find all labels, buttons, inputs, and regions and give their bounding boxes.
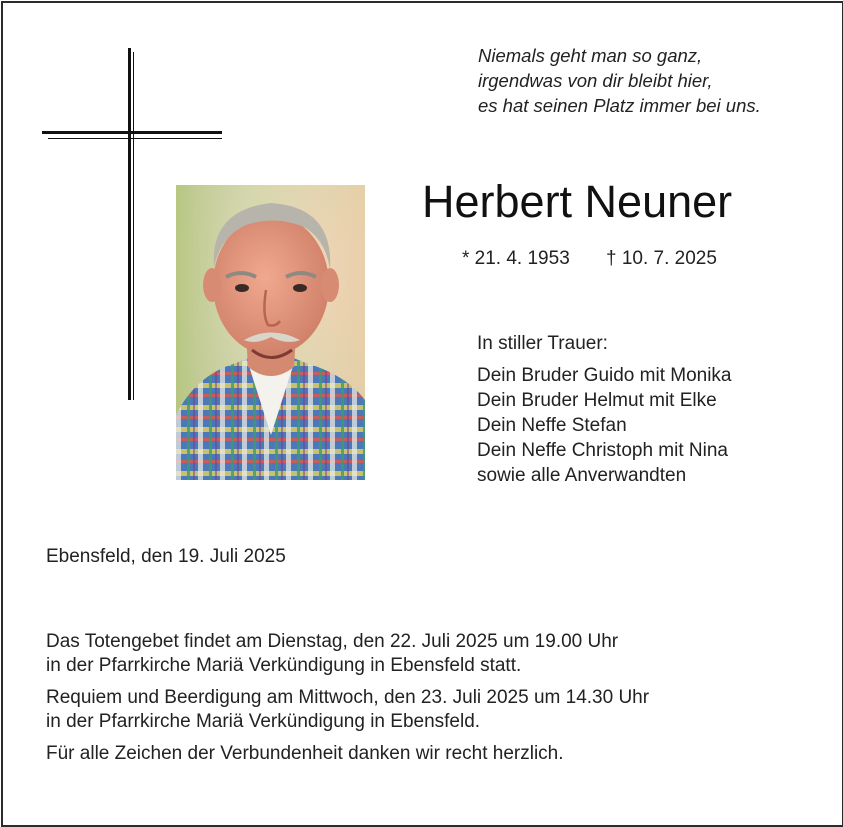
service-line: in der Pfarrkirche Mariä Verkündigung in Ebensfeld.: [46, 711, 481, 732]
mourner-line: Dein Bruder Helmut mit Elke: [477, 390, 717, 411]
portrait-photo: [176, 185, 365, 480]
death-date: † 10. 7. 2025: [606, 248, 717, 269]
service-line: Requiem und Beerdigung am Mittwoch, den 23. Juli 2025 um 14.30 Uhr: [46, 687, 650, 708]
poem-line: Niemals geht man so ganz,: [478, 45, 703, 66]
poem-line: es hat seinen Platz immer bei uns.: [478, 95, 761, 116]
place-and-date: Ebensfeld, den 19. Juli 2025: [46, 546, 286, 567]
birth-date: * 21. 4. 1953: [462, 248, 570, 269]
mourner-line: Dein Bruder Guido mit Monika: [477, 365, 732, 386]
service-paragraph: [46, 686, 649, 734]
poem-line: irgendwas von dir bleibt hier,: [478, 70, 713, 91]
mourners-heading: In stiller Trauer:: [477, 333, 608, 354]
service-line: Für alle Zeichen der Verbundenheit danken wir recht herzlich.: [46, 743, 564, 764]
service-line: in der Pfarrkirche Mariä Verkündigung in Ebensfeld statt.: [46, 655, 522, 676]
cross-vertical-bar: [128, 48, 131, 400]
mourners-list: [477, 331, 732, 488]
cross-horizontal-bar: [42, 131, 222, 134]
mourner-line: Dein Neffe Christoph mit Nina: [477, 440, 728, 461]
cross-vertical-shadow: [133, 52, 134, 400]
poem: [478, 43, 761, 118]
cross-horizontal-shadow: [48, 138, 222, 139]
service-paragraph: [46, 630, 649, 678]
service-line: Das Totengebet findet am Dienstag, den 22. Juli 2025 um 19.00 Uhr: [46, 631, 619, 652]
deceased-name: Herbert Neuner: [422, 176, 733, 227]
mourner-line: sowie alle Anverwandten: [477, 465, 687, 486]
service-information: [46, 630, 649, 774]
mourner-line: Dein Neffe Stefan: [477, 415, 627, 436]
service-paragraph: [46, 742, 649, 766]
